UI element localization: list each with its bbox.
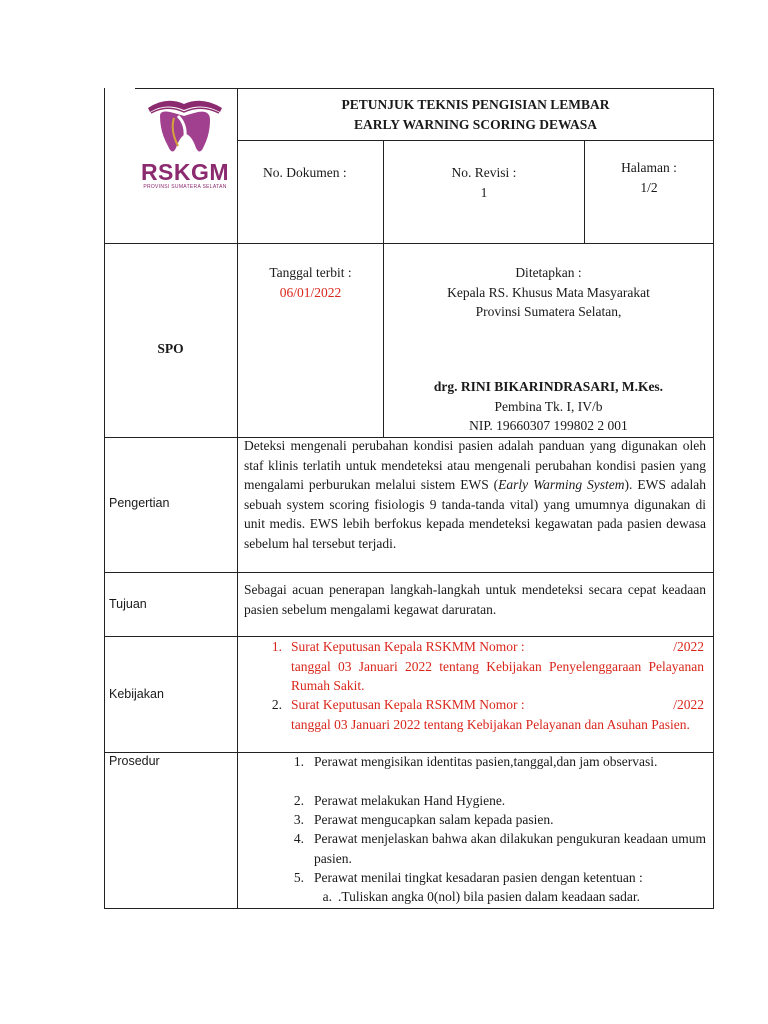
spo-label: SPO [157,341,184,356]
signer-name: drg. RINI BIKARINDRASARI, M.Kes. [433,379,664,394]
prosedur-label: Prosedur [109,754,160,768]
pengertian-label: Pengertian [109,496,170,510]
signer-position-line2: Provinsi Sumatera Selatan, [475,304,622,319]
doc-number-label: No. Dokumen : [263,165,347,180]
issue-date-value: 06/01/2022 [279,285,342,300]
kebijakan-item-1: 1. Surat Keputusan Kepala RSKMM Nomor : /2022 tanggal 03 Januari 2022 tentang Kebijakan Penyelenggaraan Pelayanan Rumah Sakit. [271,639,704,693]
logo-text: RSKGM [140,159,230,185]
document-title-line2: EARLY WARNING SCORING DEWASA [354,117,597,132]
tujuan-text: Sebagai acuan penerapan langkah-langkah untuk mendeteksi secara cepat keadaan pasien sebelum mengalami kegawat daruratan. [244,582,706,617]
issue-date-label: Tanggal terbit : [269,265,352,280]
logo-subtext: PROVINSI SUMATERA SELATAN [143,184,227,190]
hospital-logo [134,90,236,190]
tooth-book-icon [134,90,236,162]
kebijakan-item-2: 2. Surat Keputusan Kepala RSKMM Nomor : /2022 tanggal 03 Januari 2022 tentang Kebijakan Pelayanan dan Asuhan Pasien. [271,697,704,732]
revision-value: 1 [480,185,488,200]
page-label: Halaman : [621,160,677,175]
signer-rank: Pembina Tk. I, IV/b [494,399,603,414]
document-title-line1: PETUNJUK TEKNIS PENGISIAN LEMBAR [341,97,610,112]
signer-position-line1: Kepala RS. Khusus Mata Masyarakat [447,285,650,300]
tujuan-label: Tujuan [109,597,147,611]
ditetapkan-label: Ditetapkan : [515,265,582,280]
signer-nip: NIP. 19660307 199802 2 001 [469,418,628,433]
page-value: 1/2 [640,180,658,195]
revision-label: No. Revisi : [451,165,517,180]
pengertian-text: Deteksi mengenali perubahan kondisi pasien adalah panduan yang digunakan oleh staf klinis terlatih untuk mendeteksi atau mengenali perubahan kondisi pasien yang mengalami perburukan melalui sistem EWS (Early Warming System). EWS adalah sebuah system scoring fisiologis 9 tanda-tanda vital) yang umumnya digunakan di unit medis. EWS lebih berfokus kepada mendeteksi kegawatan pada pasien dewasa sebelum hal tersebut terjadi. [244,438,706,551]
kebijakan-label: Kebijakan [109,687,164,701]
